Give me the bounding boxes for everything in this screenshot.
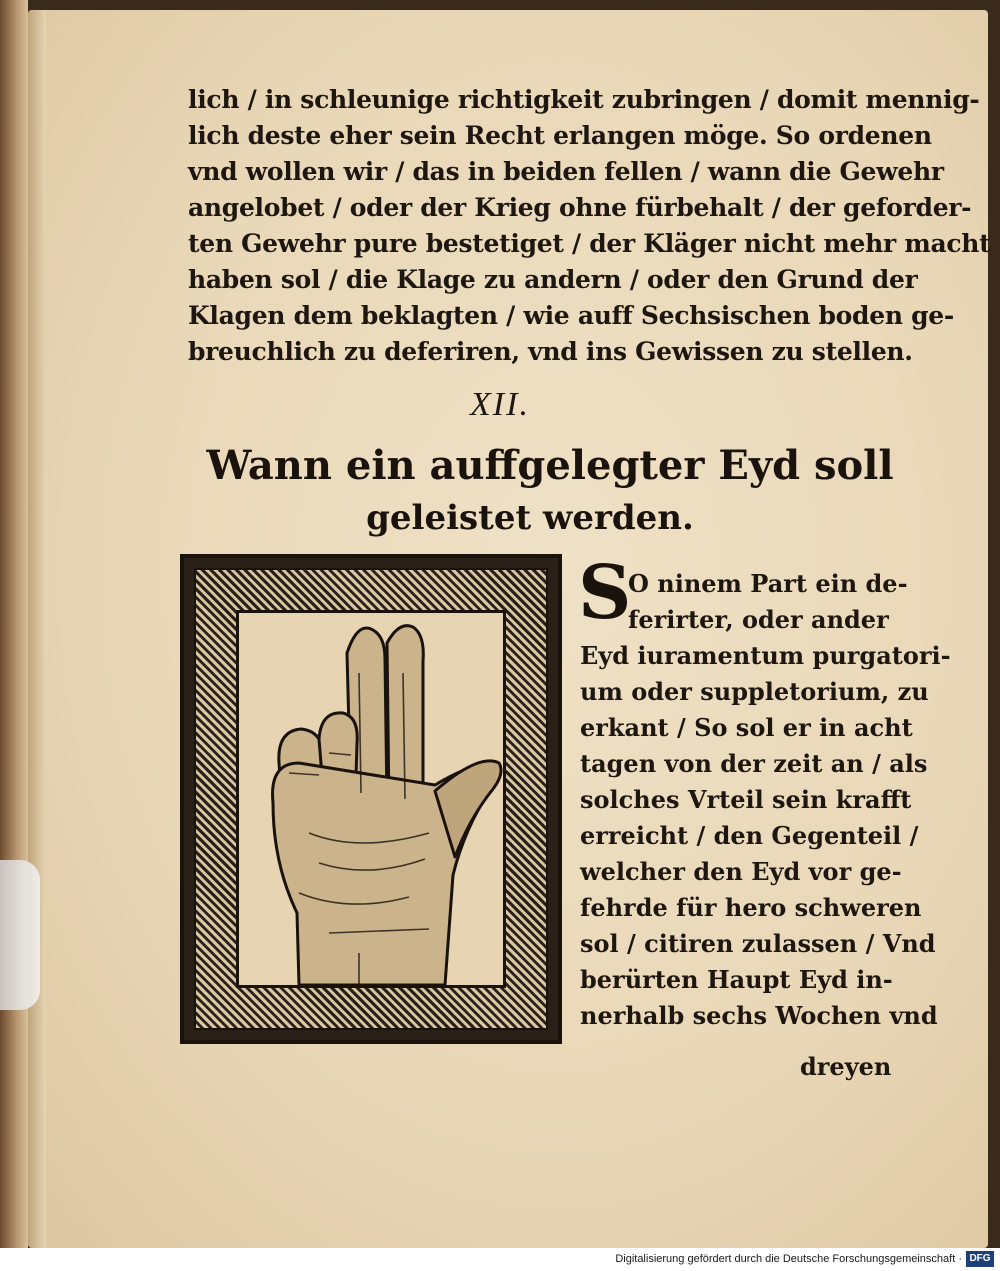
oath-hand-woodcut <box>180 554 562 1044</box>
column-line-6: solches Vrteil sein krafft <box>580 785 912 814</box>
footer-credit: Digitalisierung gefördert durch die Deutsche Forschungsgemeinschaft · <box>615 1253 962 1265</box>
body-line-8: breuchlich zu deferiren, vnd ins Gewissen zu stellen. <box>188 337 913 366</box>
body-line-2: lich deste eher sein Recht erlangen möge. So ordenen <box>188 121 932 150</box>
body-line-1: lich / in schleunige richtigkeit zubringen / domit mennig- <box>188 85 980 114</box>
column-line-3: um oder suppletorium, zu <box>580 677 929 706</box>
body-line-3: vnd wollen wir / das in beiden fellen / wann die Gewehr <box>188 157 944 186</box>
body-line-4: angelobet / oder der Krieg ohne fürbehalt / der geforder- <box>188 193 972 222</box>
column-line-5: tagen von der zeit an / als <box>580 749 928 778</box>
book-edge <box>0 0 28 1248</box>
woodcut-panel <box>236 610 506 988</box>
column-line-first: O ninem Part ein de- <box>628 569 908 598</box>
page-clip <box>0 860 40 1010</box>
footer-bar <box>0 1248 1000 1271</box>
column-line-2: Eyd iuramentum purgatori- <box>580 641 951 670</box>
column-line-10: sol / citiren zulassen / Vnd <box>580 929 936 958</box>
oath-hand-icon <box>239 613 505 987</box>
section-heading-continued: geleistet werden. <box>366 498 694 538</box>
body-line-6: haben sol / die Klage zu andern / oder den Grund der <box>188 265 918 294</box>
catchword: dreyen <box>800 1052 892 1081</box>
column-line-9: fehrde für hero schweren <box>580 893 922 922</box>
section-number: XII. <box>470 386 530 423</box>
column-line-4: erkant / So sol er in acht <box>580 713 913 742</box>
column-line-1: ferirter, oder ander <box>628 605 889 634</box>
initial-letter: S <box>578 550 632 636</box>
body-line-7: Klagen dem beklagten / wie auff Sechsischen boden ge- <box>188 301 954 330</box>
body-line-5: ten Gewehr pure bestetiget / der Kläger nicht mehr macht <box>188 229 991 258</box>
column-line-8: welcher den Eyd vor ge- <box>580 857 902 886</box>
column-line-7: erreicht / den Gegenteil / <box>580 821 919 850</box>
section-heading: Wann ein auffgelegter Eyd soll <box>206 442 894 489</box>
gutter-shadow <box>28 10 46 1248</box>
column-line-11: berürten Haupt Eyd in- <box>580 965 893 994</box>
column-line-12: nerhalb sechs Wochen vnd <box>580 1001 938 1030</box>
dfg-logo[interactable]: DFG <box>966 1251 994 1267</box>
